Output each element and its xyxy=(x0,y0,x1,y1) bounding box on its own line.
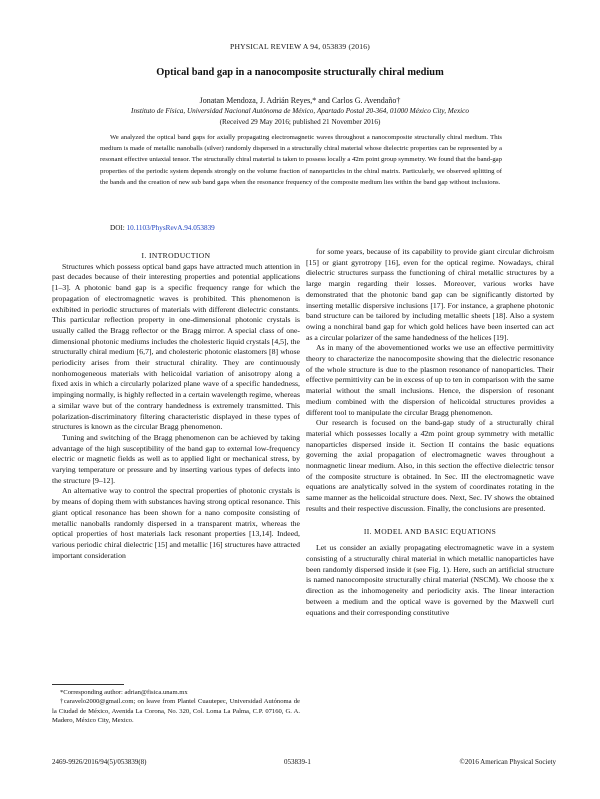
doi-line xyxy=(110,224,215,232)
section-heading-model: II. MODEL AND BASIC EQUATIONS xyxy=(363,526,497,536)
doi-link[interactable]: 10.1103/PhysRevA.94.053839 xyxy=(126,224,215,232)
author-list: Jonatan Mendoza, J. Adrián Reyes,* and Carlos G. Avendaño† xyxy=(199,96,401,105)
doi-label: DOI: xyxy=(110,224,125,232)
right-column xyxy=(306,247,554,618)
paragraph: An alternative way to control the spectral properties of photonic crystals is by means of doping them with substances having strong optical resonance. This giant optical resonance has been shown for a nano composite consisting of metallic nanoballs randomly dispersed in a transparent matrix, whereas the optical properties of host materials lack resonant properties [13,14]. Indeed, various periodic chiral dielectric [15] and metallic [16] structures have attracted important consideration xyxy=(52,486,300,560)
section-heading-introduction: I. INTRODUCTION xyxy=(141,251,211,260)
footnotes xyxy=(52,688,300,725)
footnote-rule xyxy=(52,684,124,685)
paragraph: Tuning and switching of the Bragg phenomenon can be achieved by taking advantage of the high susceptibility of the band gap to external low-frequency electric or magnetic fields as well as to applied light or mechanical stress, by varying temperature or pressure and by inserting various types of defects into the structure [9–12]. xyxy=(52,432,300,485)
paragraph: Let us consider an axially propagating electromagnetic wave in a system consisting of a structurally chiral material in which metallic nanoparticles have been randomly dispersed inside it (see Fig. 1). Here, such an artificial structure is named nanocomposite structurally chiral material (NSCM). We choose the x direction as the inhomogeneity and periodicity axis. The linear interaction between a medium and the optical wave is governed by the Maxwell curl equations and their corresponding constitutive xyxy=(306,543,554,617)
footer-copyright: ©2016 American Physical Society xyxy=(459,758,556,766)
abstract: We analyzed the optical band gaps for axially propagating electromagnetic waves throughout a nanocomposite structurally chiral medium. This medium is made of metallic nanoballs (silver) randomly dispersed in a structurally chiral material whose dielectric properties can be represented by a resonant effective uniaxial tensor. The structurally chiral material is taken to possess locally a 4̄2m point group symmetry. We found that the band-gap properties of the periodic system depends strongly on the volume fraction of nanoparticles in the chiral matrix. Particularly, we observed splitting of the bands and the creation of new sub band gaps when the resonance frequency of the composite medium lies within the band gap without inclusions. xyxy=(100,134,502,186)
footnote-affiliation: †caravelo2000@gmail.com; on leave from Plantel Cuautepec, Universidad Autónoma de la Ciudad de México, Avenida La Corona, No. 320, Col. Loma La Palma, C.P. 07160, G. A. Madero, México City, Mexico. xyxy=(52,698,300,724)
paragraph: Structures which possess optical band gaps have attracted much attention in past decades because of their interesting properties and potential applications [1–3]. A photonic band gap is a specific frequency range for which the propagation of electromagnetic waves is prohibited. This phenomenon is exhibited in periodic structures of materials with different dielectric constants. This particular reflection property in one-dimensional photonic crystals is usually called the Bragg reflector or the Bragg mirror. A special class of one-dimensional photonic mediums includes the cholesteric liquid crystals [4,5], the structurally chiral medium [6,7], and cholesteric photonic elastomers [8] whose periodicity arises from their structural chirality. They are continuously nonhomogeneous materials with helicoidal variation of anisotropy along a fixed axis in which a circularly polarized plane wave of a specific handedness, impinging normally, is highly reflected in a certain wavelength regime, whereas a similar wave but of the contrary handedness is extremely transmitted. This polarization-discriminatory filtering characteristic displayed in these types of structures is known as the circular Bragg phenomenon. xyxy=(52,261,300,432)
received-dates: (Received 29 May 2016; published 21 November 2016) xyxy=(219,118,381,126)
paper-title: Optical band gap in a nanocomposite structurally chiral medium xyxy=(156,67,444,78)
paragraph: Our research is focused on the band-gap study of a structurally chiral material which possesses locally a 4̄2m point group symmetry with metallic nanoparticles dispersed inside it. Section II contains the basic equations governing the axial propagation of electromagnetic waves throughout a nonmagnetic linear medium. Also, in this section the effective dielectric tensor of the composite structure is obtained. In Sec. III the electromagnetic wave equations are analytically solved in the system of coordinates rotating in the same manner as the helicoidal structure does. Next, Sec. IV shows the obtained results and their respective discussion. Finally, the conclusions are presented. xyxy=(306,418,554,513)
footer-issn: 2469-9926/2016/94(5)/053839(8) xyxy=(52,758,147,766)
left-column xyxy=(52,251,300,561)
paragraph: As in many of the abovementioned works we use an effective permittivity theory to characterize the nanocomposite showing that the dielectric resonance of the whole structure is due to the plasmon resonance of nanoparticles. Their effective permittivity can be in excess of up to ten in comparison with the same material without the small inclusions. Hence, the dispersion of resonant medium combined with the dispersion of helicoidal structures provides a different tool to manipulate the circular Bragg phenomenon. xyxy=(306,343,554,417)
paragraph: for some years, because of its capability to provide giant circular dichroism [15] or giant gyrotropy [16], even for the optical regime. Nowadays, chiral dielectric structures surpass the functioning of chiral metallic structures by a large margin regarding their losses. Moreover, various works have demonstrated that the photonic band gap can be significantly distorted by inserting metallic dispersive inclusions [17]. For instance, a graphene photonic band structure can be tailored by including metallic sheets [18]. Also a system owing a nonchiral band gap for which gold helices have been inserted can act as a circular polarizer of the same handedness of the helices [19]. xyxy=(306,247,554,342)
affiliation: Instituto de Física, Universidad Nacional Autónoma de México, Apartado Postal 20-364, 01000 México City, Mexico xyxy=(131,107,469,115)
footnote-corresponding: *Corresponding author: adrian@fisica.unam.mx xyxy=(60,689,188,696)
running-head: PHYSICAL REVIEW A 94, 053839 (2016) xyxy=(230,42,370,51)
footer-page-number: 053839-1 xyxy=(284,758,311,766)
